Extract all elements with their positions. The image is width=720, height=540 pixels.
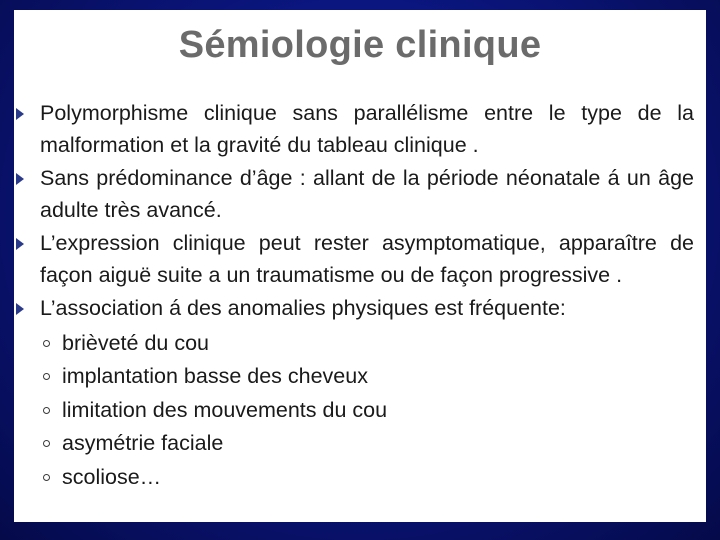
sub-list-item	[14, 427, 706, 461]
slide-panel	[14, 10, 706, 522]
circle-bullet-icon	[43, 407, 50, 414]
slide-content	[14, 98, 706, 494]
sub-item-text: brièveté du cou	[62, 330, 210, 355]
circle-bullet-icon	[43, 373, 50, 380]
bullet-tail: :	[559, 296, 566, 320]
bullet-item	[14, 98, 706, 161]
triangle-bullet-icon	[16, 173, 24, 185]
sub-item-text: implantation basse des cheveux	[62, 364, 368, 388]
sub-item-text: asymétrie faciale	[62, 431, 224, 455]
sub-list-item	[14, 360, 706, 394]
sub-list-item	[14, 327, 706, 361]
bullet-item	[14, 163, 706, 226]
sub-list-item	[14, 461, 706, 495]
sub-item-text: limitation des mouvements du cou	[62, 397, 388, 422]
sub-list-item	[14, 394, 706, 428]
triangle-bullet-icon	[16, 238, 24, 250]
bullet-tail: .	[466, 132, 479, 157]
triangle-bullet-icon	[16, 108, 24, 120]
triangle-bullet-icon	[16, 303, 24, 315]
sub-item-text: scoliose…	[62, 464, 162, 489]
circle-bullet-icon	[43, 440, 50, 447]
bullet-item	[14, 228, 706, 291]
bullet-text: L’association á des anomalies physiques est fréquente	[40, 296, 560, 320]
bullet-text: Polymorphisme clinique sans parallélisme entre le type de la malformation et la gravité du tableau clinique	[40, 101, 694, 157]
bullet-item	[14, 293, 706, 325]
bullet-tail: .	[215, 197, 222, 222]
circle-bullet-icon	[43, 340, 50, 347]
bullet-text: Sans prédominance d’âge : allant de la période néonatale á un âge adulte très avancé	[40, 166, 694, 222]
bullet-text: L’expression clinique peut rester asymptomatique, apparaître de façon aiguë suite a un traumatisme ou de façon progressive	[40, 231, 694, 287]
slide-title: Sémiologie clinique	[178, 24, 542, 66]
bullet-tail: .	[610, 262, 623, 287]
circle-bullet-icon	[43, 474, 50, 481]
